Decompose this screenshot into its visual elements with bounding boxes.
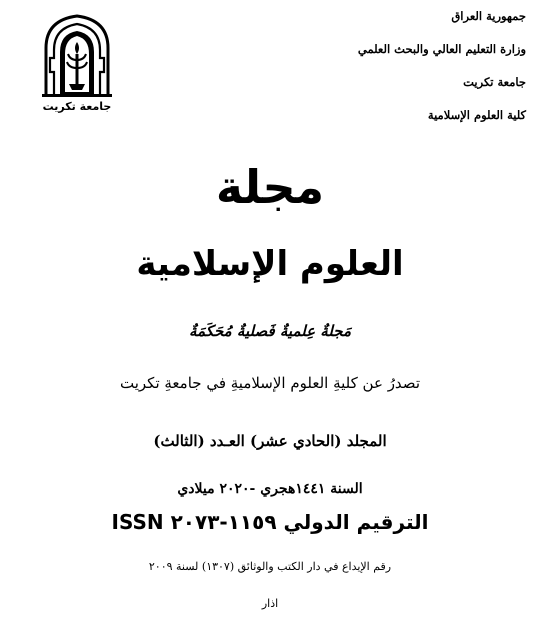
legal-deposit-line: رقم الإيداع في دار الكتب والوثائق (١٣٠٧) لسنة ٢٠٠٩ (148, 560, 392, 573)
university-logo (40, 14, 114, 114)
journal-description: مَجلةٌ عِلميةٌ فَصليةٌ مُحَكَمَةٌ (189, 322, 351, 340)
publication-year-line: السنة ١٤٤١هجري -٢٠٢٠ ميلادي (177, 481, 363, 497)
issue-month: اذار (261, 597, 279, 610)
issuing-authority-block (276, 8, 526, 140)
country-line: جمهورية العراق (451, 9, 526, 23)
university-line: جامعة تكريت (463, 75, 526, 89)
volume-issue-line: المجلد (الحادي عشر) العـدد (الثالث) (153, 432, 387, 450)
tikrit-university-seal-icon (40, 14, 114, 98)
journal-title-name: العلوم الإسلامية (136, 244, 404, 284)
logo-caption: جامعة تكريت (42, 100, 112, 113)
journal-title-word: مجلة (215, 160, 325, 214)
issn-line: الترقيم الدولي ١١٥٩-٢٠٧٣ ISSN (111, 510, 429, 534)
journal-issuer: تصدرُ عن كليةِ العلوم الإسلاميةِ في جامعةِ تكريت (119, 374, 420, 392)
college-line: كلية العلوم الإسلامية (427, 108, 526, 122)
ministry-line: وزارة التعليم العالي والبحث العلمي (357, 42, 526, 56)
